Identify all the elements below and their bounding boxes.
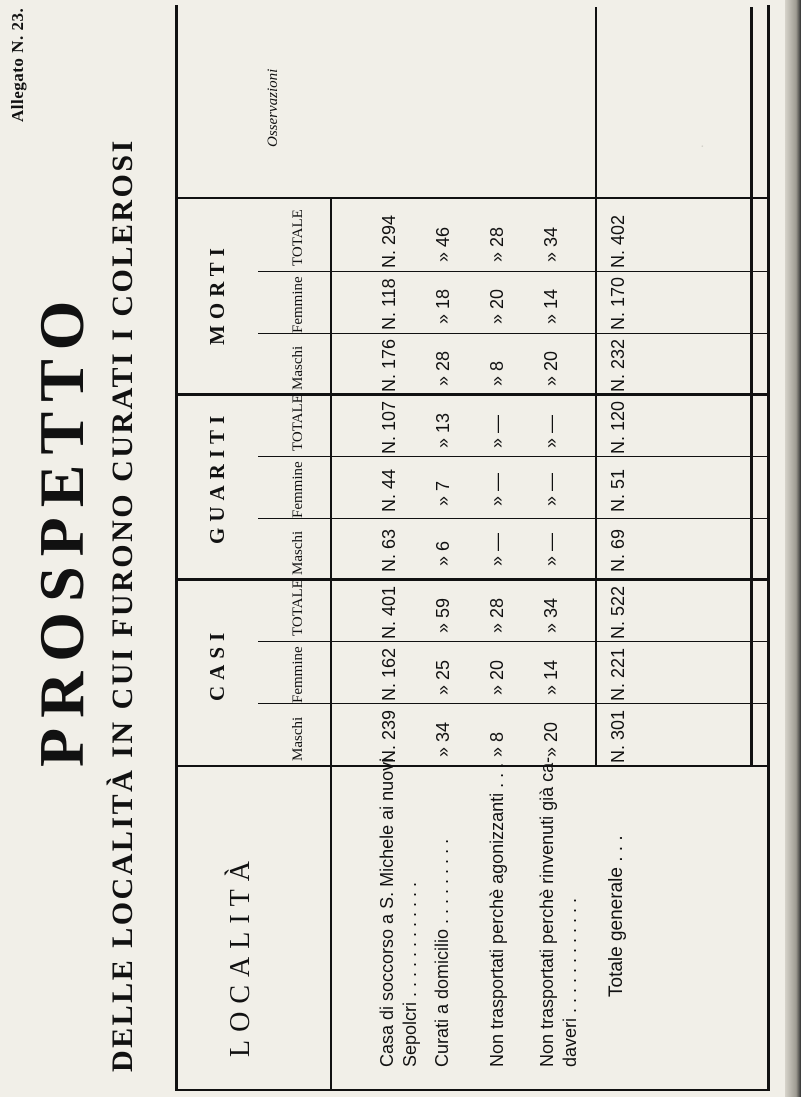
sub-header-maschi: Maschi <box>290 530 306 575</box>
col-divider <box>178 197 767 199</box>
cell-morti-femmine: » 14 <box>541 288 561 324</box>
total-rule <box>595 7 597 767</box>
cell-morti-totale: » 28 <box>487 226 507 262</box>
sub-header-totale: TOTALE <box>290 209 306 266</box>
cell-casi-femmine: » 20 <box>487 659 507 695</box>
cell-casi-totale: N. 401 <box>379 585 399 639</box>
cell-guariti-totale: N. 107 <box>379 400 399 454</box>
cell-guariti-totale: » — <box>487 414 507 448</box>
sub-col-divider <box>258 456 767 457</box>
col-divider <box>178 765 767 767</box>
cell-morti-maschi: » 20 <box>541 350 561 386</box>
header-guariti: GUARITI <box>205 409 229 544</box>
cell-casi-maschi: » 8 <box>487 731 507 757</box>
allegato-label: Allegato N. 23. <box>8 7 27 122</box>
cell-guariti-maschi: » — <box>541 532 561 566</box>
sub-header-femmine: Femmine <box>290 461 306 518</box>
row-label: daveri . . . . . . . . . . . . <box>560 897 580 1067</box>
sub-col-divider <box>258 333 767 334</box>
sub-header-totale: TOTALE <box>290 394 306 451</box>
cell-morti-femmine: » 20 <box>487 288 507 324</box>
header-separator <box>330 199 332 1089</box>
sub-header-maschi: Maschi <box>290 716 306 761</box>
cell-guariti-totale: » — <box>541 414 561 448</box>
cell-casi-totale: » 34 <box>541 597 561 633</box>
total-casi-totale: N. 522 <box>608 585 628 639</box>
cell-guariti-totale: » 13 <box>433 412 453 448</box>
cell-morti-totale: » 46 <box>433 226 453 262</box>
page-title: PROSPETTO <box>26 290 97 767</box>
sub-col-divider <box>258 703 767 704</box>
total-guariti-femmine: N. 51 <box>608 468 628 512</box>
cell-casi-totale: » 28 <box>487 597 507 633</box>
total-guariti-totale: N. 120 <box>608 400 628 454</box>
cell-casi-maschi: N. 239 <box>379 709 399 763</box>
table-frame <box>175 5 770 1091</box>
cell-morti-femmine: » 18 <box>433 288 453 324</box>
cell-guariti-maschi: » 6 <box>433 540 453 566</box>
total-guariti-maschi: N. 69 <box>608 528 628 572</box>
col-divider <box>178 578 767 581</box>
row-label: Non trasportati perchè agonizzanti . . . <box>487 762 507 1067</box>
cell-casi-totale: » 59 <box>433 597 453 633</box>
cell-morti-totale: N. 294 <box>379 214 399 268</box>
cell-casi-femmine: » 14 <box>541 659 561 695</box>
cell-morti-maschi: N. 176 <box>379 338 399 392</box>
row-label: Sepolcri . . . . . . . . . . . . <box>400 881 420 1067</box>
header-morti: MORTI <box>205 242 229 345</box>
cell-guariti-femmine: » 7 <box>433 480 453 506</box>
total-morti-femmine: N. 170 <box>608 276 628 330</box>
col-divider <box>178 393 767 396</box>
sub-header-maschi: Maschi <box>290 345 306 390</box>
sub-col-divider <box>258 271 767 272</box>
cell-guariti-femmine: » — <box>541 472 561 506</box>
total-morti-maschi: N. 232 <box>608 338 628 392</box>
total-label: Totale generale . . . <box>606 835 627 997</box>
sub-header-femmine: Femmine <box>290 646 306 703</box>
row-label: Curati a domicilio . . . . . . . . . <box>432 838 452 1067</box>
page-subtitle: DELLE LOCALITÀ IN CUI FURONO CURATI I COLEROSI <box>106 138 139 1072</box>
cell-casi-femmine: N. 162 <box>379 647 399 701</box>
cell-guariti-femmine: N. 44 <box>379 468 399 512</box>
cell-guariti-maschi: N. 63 <box>379 528 399 572</box>
total-casi-femmine: N. 221 <box>608 647 628 701</box>
cell-morti-maschi: » 28 <box>433 350 453 386</box>
header-casi: CASI <box>205 626 229 701</box>
sub-header-femmine: Femmine <box>290 276 306 333</box>
sub-col-divider <box>258 518 767 519</box>
row-label: Casa di soccorso a S. Michele ai nuovi <box>377 757 397 1067</box>
cell-morti-femmine: N. 118 <box>379 278 399 330</box>
total-rule <box>750 7 753 767</box>
cell-guariti-maschi: » — <box>487 532 507 566</box>
cell-guariti-femmine: » — <box>487 472 507 506</box>
sub-col-divider <box>258 641 767 642</box>
sub-header-totale: TOTALE <box>290 579 306 636</box>
row-label: Non trasportati perchè rinvenuti già ca- <box>537 756 557 1067</box>
cell-casi-maschi: » 20 <box>541 721 561 757</box>
total-casi-maschi: N. 301 <box>608 709 628 763</box>
cell-casi-maschi: » 34 <box>433 721 453 757</box>
header-osservazioni: Osservazioni <box>265 68 281 147</box>
cell-casi-femmine: » 25 <box>433 659 453 695</box>
cell-morti-maschi: » 8 <box>487 360 507 386</box>
cell-morti-totale: » 34 <box>541 226 561 262</box>
header-localita: LOCALITÀ <box>225 853 256 1057</box>
bleed-through-text: · <box>700 140 705 155</box>
total-morti-totale: N. 402 <box>608 214 628 268</box>
